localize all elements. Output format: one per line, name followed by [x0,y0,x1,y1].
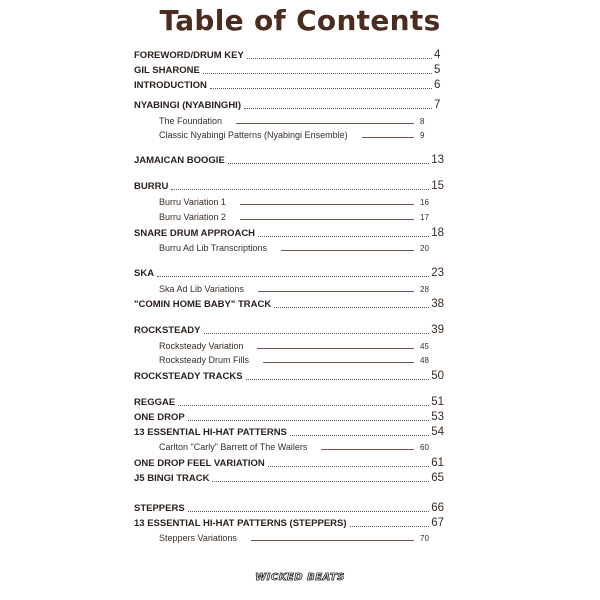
toc-entry-label: NYABINGI (NYABINGHI) [134,100,241,111]
toc-entry-page: 6 [434,79,441,91]
toc-entry-label: FOREWORD/DRUM KEY [134,50,244,61]
toc-entry-label: GIL SHARONE [134,65,200,76]
toc-entry [134,180,444,192]
toc-subentry-label: Rocksteady Variation [159,341,244,351]
toc-subentry-page: 8 [420,117,425,126]
toc-subentry [159,116,430,126]
line-leader [362,136,414,138]
toc-entry-page: 65 [431,472,444,484]
dot-leader [188,419,430,421]
toc-entry [134,154,444,166]
page-title: Table of Contents [159,4,441,37]
toc-subentry-page: 9 [420,131,425,140]
line-leader [258,290,414,292]
toc-entry [134,49,444,61]
dot-leader [290,434,429,436]
toc-entry-label: ROCKSTEADY TRACKS [134,371,243,382]
toc-entry-page: 38 [431,298,444,310]
toc-entry [134,324,444,336]
toc-subentry-page: 48 [420,356,429,365]
toc-subentry-label: Rocksteady Drum Fills [159,355,250,365]
dot-leader [171,188,429,190]
toc-subentry-label: Ska Ad Lib Variations [159,284,244,294]
dot-leader [274,306,429,308]
line-leader [251,539,414,541]
toc-subentry [159,197,430,207]
toc-entry-page: 67 [431,517,444,529]
toc-entry-page: 54 [431,426,444,438]
toc-subentry [159,243,430,253]
toc-entry-page: 39 [431,324,444,336]
toc-entry [134,79,444,91]
dot-leader [157,275,429,277]
dot-leader [258,235,429,237]
toc-entry [134,472,444,484]
toc-entry-label: INTRODUCTION [134,80,207,91]
toc-entry-label: 13 ESSENTIAL HI-HAT PATTERNS [134,427,287,438]
toc-subentry-label: Burru Variation 2 [159,212,226,222]
toc-entry [134,227,444,239]
line-leader [236,122,414,124]
toc-subentry-page: 70 [420,534,429,543]
toc-entry [134,457,444,469]
dot-leader [244,107,432,109]
toc-entry [134,517,444,529]
toc-entry [134,64,444,76]
toc-entry [134,502,444,514]
toc-subentry-label: Burru Ad Lib Transcriptions [159,243,268,253]
dot-leader [204,332,430,334]
toc-subentry-label: Steppers Variations [159,533,237,543]
toc-entry-label: ONE DROP FEEL VARIATION [134,458,265,469]
dot-leader [268,465,429,467]
toc-entry-page: 7 [434,99,441,111]
toc-entry [134,370,444,382]
toc-entry [134,99,444,111]
dot-leader [247,57,432,59]
toc-subentry-label: The Foundation [159,116,223,126]
line-leader [281,249,414,251]
toc-entry-page: 5 [434,64,441,76]
line-leader [257,347,414,349]
toc-subentry-label: Classic Nyabingi Patterns (Nyabingi Ensemble) [159,130,348,140]
toc-subentry [159,355,430,365]
line-leader [240,203,414,205]
toc-subentry [159,341,430,351]
toc-entry-page: 15 [431,180,444,192]
toc-entry-page: 50 [431,370,444,382]
toc-entry [134,396,444,408]
toc-subentry-page: 45 [420,342,429,351]
dot-leader [178,404,429,406]
toc-entry-label: ROCKSTEADY [134,325,201,336]
toc-entry-label: STEPPERS [134,503,185,514]
dot-leader [210,87,432,89]
line-leader [321,448,414,450]
toc-entry-label: J5 BINGI TRACK [134,473,210,484]
toc-entry-page: 53 [431,411,444,423]
toc-subentry [159,284,430,294]
toc-entry-page: 66 [431,502,444,514]
toc-entry [134,426,444,438]
toc-entry [134,267,444,279]
toc-entry [134,411,444,423]
toc-subentry [159,130,430,140]
dot-leader [212,480,429,482]
toc-entry-label: BURRU [134,181,169,192]
dot-leader [228,162,429,164]
toc-subentry-page: 28 [420,285,429,294]
toc-entry-label: SKA [134,268,155,279]
toc-entry-label: 13 ESSENTIAL HI-HAT PATTERNS (STEPPERS) [134,518,347,529]
dot-leader [350,525,430,527]
dot-leader [203,72,432,74]
toc-subentry-page: 20 [420,244,429,253]
toc-entry-label: "COMIN HOME BABY" TRACK [134,299,272,310]
toc-entry-label: JAMAICAN BOOGIE [134,155,225,166]
toc-subentry [159,533,430,543]
toc-entry-label: ONE DROP [134,412,185,423]
toc-subentry [159,442,430,452]
line-leader [240,218,414,220]
line-leader [263,361,414,363]
dot-leader [188,510,430,512]
toc-subentry [159,212,430,222]
toc-entry-label: SNARE DRUM APPROACH [134,228,256,239]
dot-leader [246,378,430,380]
toc-subentry-label: Carlton "Carly" Barrett of The Wailers [159,442,308,452]
toc-subentry-page: 16 [420,198,429,207]
publisher-logo: WICKED BEATS [255,572,345,583]
toc-subentry-page: 17 [420,213,429,222]
toc-entry-page: 4 [434,49,441,61]
toc-entry-page: 18 [431,227,444,239]
toc-subentry-label: Burru Variation 1 [159,197,226,207]
toc-subentry-page: 60 [420,443,429,452]
toc-entry-page: 13 [431,154,444,166]
toc-entry-page: 23 [431,267,444,279]
toc-entry [134,298,444,310]
toc-entry-page: 61 [431,457,444,469]
toc-entry-label: REGGAE [134,397,176,408]
toc-entry-page: 51 [431,396,444,408]
